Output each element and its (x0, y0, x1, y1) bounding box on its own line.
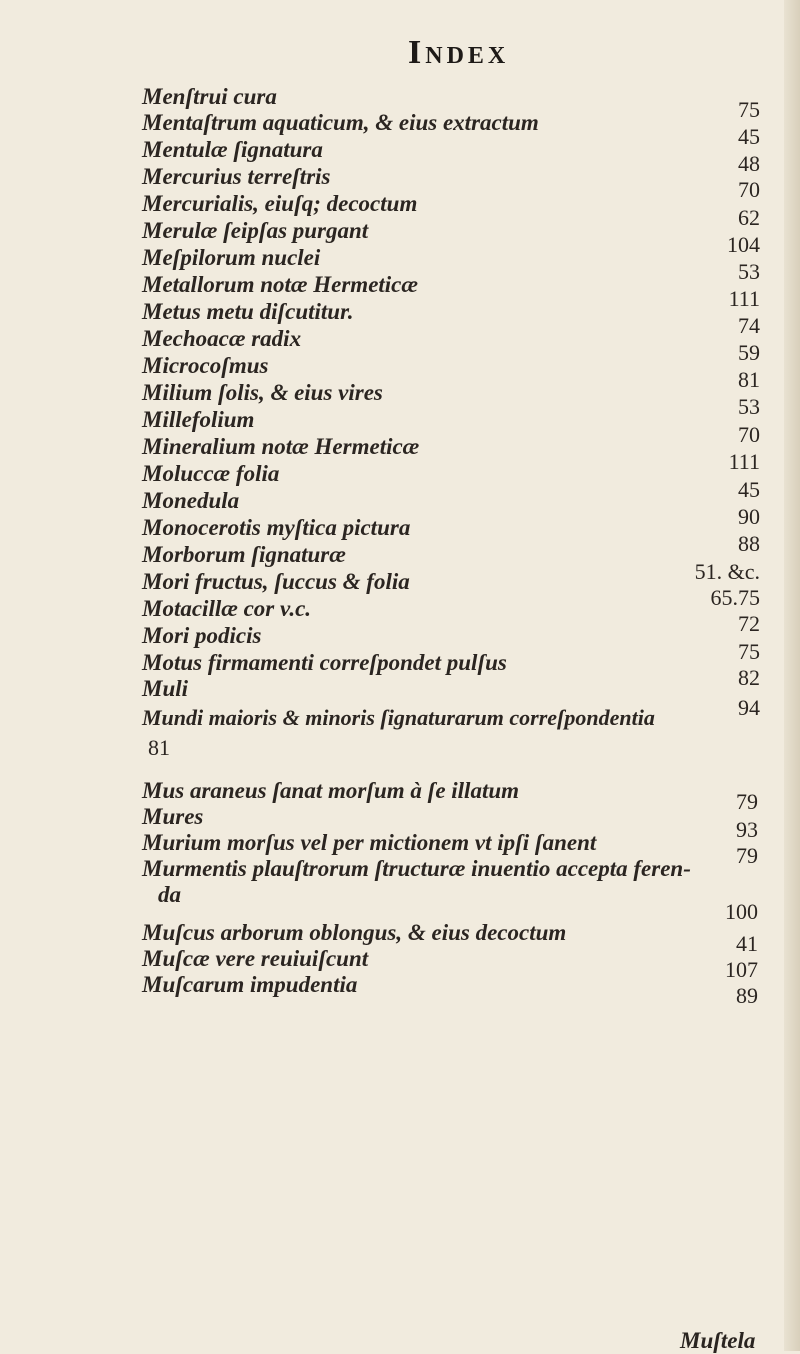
index-entry-page: 48 (738, 151, 760, 176)
index-entry-term: Millefolium (142, 407, 255, 432)
index-entry-term: Muſcæ vere reuiuiſcunt (142, 946, 369, 971)
index-entry-term: Mus araneus ſanat morſum à ſe illatum (142, 778, 520, 803)
index-entry-term: Mentulæ ſignatura (142, 137, 323, 162)
index-entry-page: 70 (738, 177, 760, 202)
index-entry-term: Mechoacæ radix (142, 326, 302, 351)
index-entry-page: 111 (728, 449, 760, 474)
page-header: Index (408, 34, 510, 71)
index-entry-term: Mures (142, 804, 204, 829)
index-entry-page: 45 (738, 477, 760, 502)
index-entry-page: 75 (738, 639, 760, 664)
index-entry-term: Muſcarum impudentia (142, 972, 358, 997)
index-entry-term: Muſcus arborum oblongus, & eius decoctum (142, 920, 567, 945)
index-entry-term: Morborum ſignaturæ (142, 542, 346, 567)
index-entry-term: Mercurialis, eiuſq; decoctum (142, 191, 418, 216)
index-entry-term: Microcoſmus (142, 353, 269, 378)
index-entry-page: 89 (736, 983, 758, 1008)
index-entry-page: 81 (148, 735, 170, 760)
index-entry-page: 100 (725, 899, 758, 924)
index-entry-term: Murium morſus vel per mictionem vt ipſi ſanent (142, 830, 597, 855)
index-entry-term: Motus firmamenti correſpondet pulſus (142, 650, 507, 675)
index-entry-term: Mundi maioris & minoris ſignaturarum correſpondentia (142, 705, 655, 730)
index-entry-term: Menſtrui cura (142, 84, 277, 109)
index-entry-term: Merulæ ſeipſas purgant (142, 218, 369, 243)
index-entry-page: 88 (738, 531, 760, 556)
index-entry-term: Monocerotis myſtica pictura (142, 515, 411, 540)
index-entry-term: Mori fructus, ſuccus & folia (142, 569, 410, 594)
index-entry-page: 107 (725, 957, 758, 982)
index-entry-page: 41 (736, 931, 758, 956)
index-entry-term: Metallorum notæ Hermeticæ (142, 272, 418, 297)
page-gutter (784, 0, 800, 1351)
index-entry-term: Murmentis plauſtrorum ſtructuræ inuentio accepta feren- (142, 856, 691, 881)
index-entry-page: 79 (736, 843, 758, 868)
index-entry-term: Mercurius terreſtris (142, 164, 331, 189)
index-entry-term: Metus metu diſcutitur. (142, 299, 354, 324)
index-entry-page: 53 (738, 394, 760, 419)
index-entry-page: 70 (738, 422, 760, 447)
catchword: Muſtela (680, 1328, 756, 1353)
index-entry-term: Muli (142, 676, 189, 701)
index-entry-page: 75 (738, 97, 760, 122)
index-entry-page: 82 (738, 665, 760, 690)
index-entry-term: Motacillæ cor v.c. (142, 596, 312, 621)
index-entry-page: 94 (738, 695, 760, 720)
index-entry-page: 53 (738, 259, 760, 284)
index-entry-page: 72 (738, 611, 760, 636)
index-entry-page: 90 (738, 504, 760, 529)
index-entry-page: 74 (738, 313, 760, 338)
index-entry-term: Mentaſtrum aquaticum, & eius extractum (142, 110, 539, 135)
index-entry-continuation: da (158, 882, 181, 907)
index-entry-term: Milium ſolis, & eius vires (142, 380, 383, 405)
index-entry-term: Mori podicis (142, 623, 262, 648)
index-entry-term: Meſpilorum nuclei (142, 245, 321, 270)
index-entry-page: 79 (736, 789, 758, 814)
index-entry-page: 93 (736, 817, 758, 842)
index-entry-term: Monedula (142, 488, 240, 513)
index-entry-page: 65.75 (710, 585, 760, 610)
index-entry-page: 45 (738, 124, 760, 149)
index-entry-page: 104 (727, 232, 760, 257)
index-entry-page: 51. &c. (694, 559, 760, 584)
index-entry-page: 59 (738, 340, 760, 365)
index-entry-term: Mineralium notæ Hermeticæ (142, 434, 420, 459)
index-entry-page: 62 (738, 205, 760, 230)
index-entry-term: Moluccæ folia (142, 461, 280, 486)
index-entry-page: 81 (738, 367, 760, 392)
index-entry-page: 111 (728, 286, 760, 311)
